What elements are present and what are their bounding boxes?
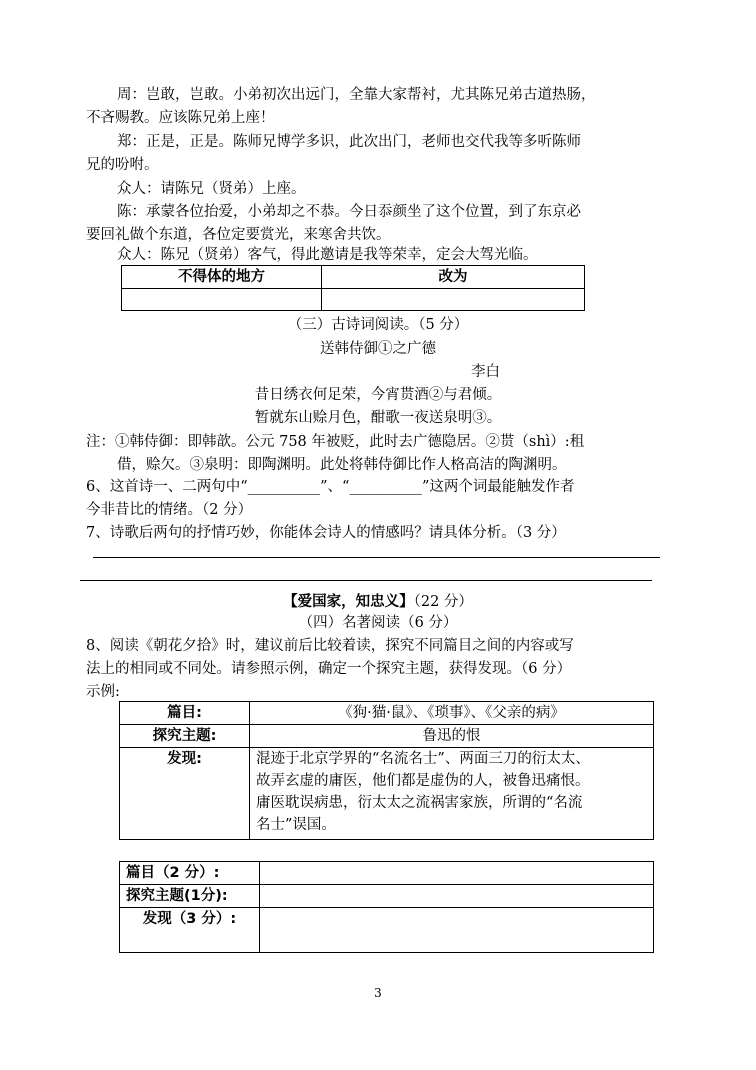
poem-note-line-1: 注：①韩侍御：即韩歆。公元 758 年被贬，此时去广德隐居。②贳（shì）:租	[86, 434, 585, 450]
example-finding	[250, 748, 654, 840]
example-label-theme: 探究主题:	[120, 725, 250, 748]
example-finding-line-1: 混迹于北京学界的“名流名士”、两面三刀的衍太太、	[256, 751, 590, 767]
poem-note-line-2: 借，赊欠。③泉明：即陶渊明。此处将韩侍御比作人格高洁的陶渊明。	[117, 457, 567, 473]
answer-line-1[interactable]	[93, 557, 660, 558]
answer-label-finding: 发现（3 分）:	[120, 908, 260, 953]
example-finding-line-3: 庸医耽误病患，衍太太之流祸害家族，所谓的“名流	[256, 795, 583, 811]
example-table	[119, 701, 654, 840]
answer-label-pianmu: 篇目（2 分）:	[120, 862, 260, 885]
section4-banner	[0, 591, 756, 613]
question-8-line-1: 8、阅读《朝花夕拾》时，建议前后比较着读，探究不同篇目之间的内容或写	[86, 638, 574, 654]
example-value-pianmu: 《狗·猫·鼠》、《琐事》、《父亲的病》	[250, 702, 654, 725]
dialogue-line-4: 兄的吩咐。	[86, 157, 159, 173]
question-6-line-1: 6、这首诗一、二两句中“__________”、“__________”这两个词最能触发作者	[86, 479, 575, 495]
question-6-line-2: 今非昔比的情绪。（2 分）	[86, 502, 253, 518]
section4-banner-score: （22 分）	[413, 594, 473, 610]
dialogue-line-3: 郑：正是，正是。陈师兄博学多识，此次出门，老师也交代我等多听陈师	[117, 134, 581, 150]
poem-title: 送韩侍御①之广德	[320, 341, 436, 357]
dialogue-line-7: 要回礼做个东道，各位定要赏光，来寒舍共饮。	[86, 227, 391, 243]
answer-value-theme[interactable]	[260, 885, 654, 908]
example-label: 示例:	[86, 684, 120, 700]
example-value-theme: 鲁迅的恨	[250, 725, 654, 748]
section4-banner-title: 【爱国家，知忠义】	[283, 594, 414, 610]
table1-header-correction: 改为	[322, 266, 585, 289]
dialogue-line-5: 众人：请陈兄（贤弟）上座。	[117, 181, 306, 197]
table1-answer-improper[interactable]	[122, 289, 322, 311]
dialogue-line-8: 众人：陈兄（贤弟）客气，得此邀请是我等荣幸，定会大驾光临。	[117, 247, 538, 263]
question-7: 7、诗歌后两句的抒情巧妙，你能体会诗人的情感吗？请具体分析。（3 分）	[86, 525, 566, 541]
answer-label-theme: 探究主题(1分):	[120, 885, 260, 908]
section4-heading: （四）名著阅读（6 分）	[298, 615, 458, 631]
table1-answer-correction[interactable]	[322, 289, 585, 311]
page-number: 3	[374, 986, 382, 1000]
dialogue-line-1: 周：岂敢，岂敢。小弟初次出远门，全靠大家帮衬，尤其陈兄弟古道热肠，	[117, 87, 596, 103]
answer-line-2[interactable]	[80, 580, 652, 581]
table1-header-improper: 不得体的地方	[122, 266, 322, 289]
question-8-line-2: 法上的相同或不同处。请参照示例，确定一个探究主题，获得发现。（6 分）	[86, 661, 572, 677]
poem-line-2: 暂就东山赊月色，酣歌一夜送泉明③。	[254, 410, 502, 426]
poem-author: 李白	[471, 364, 500, 380]
example-label-finding: 发现:	[120, 748, 250, 840]
example-finding-line-2: 故弄玄虚的庸医，他们都是虚伪的人，被鲁迅痛恨。	[256, 773, 590, 789]
example-finding-line-4: 名士”误国。	[256, 817, 336, 833]
answer-value-pianmu[interactable]	[260, 862, 654, 885]
improper-expression-table	[121, 265, 585, 311]
poem-line-1: 昔日绣衣何足荣，今宵贳酒②与君倾。	[254, 387, 502, 403]
dialogue-line-6: 陈：承蒙各位抬爱，小弟却之不恭。今日忝颜坐了这个位置，到了东京必	[117, 204, 581, 220]
dialogue-line-2: 不吝赐教。应该陈兄弟上座！	[86, 110, 275, 126]
answer-table	[119, 861, 654, 953]
answer-value-finding[interactable]	[260, 908, 654, 953]
section3-heading: （三）古诗词阅读。（5 分）	[287, 317, 469, 333]
example-label-pianmu: 篇目:	[120, 702, 250, 725]
